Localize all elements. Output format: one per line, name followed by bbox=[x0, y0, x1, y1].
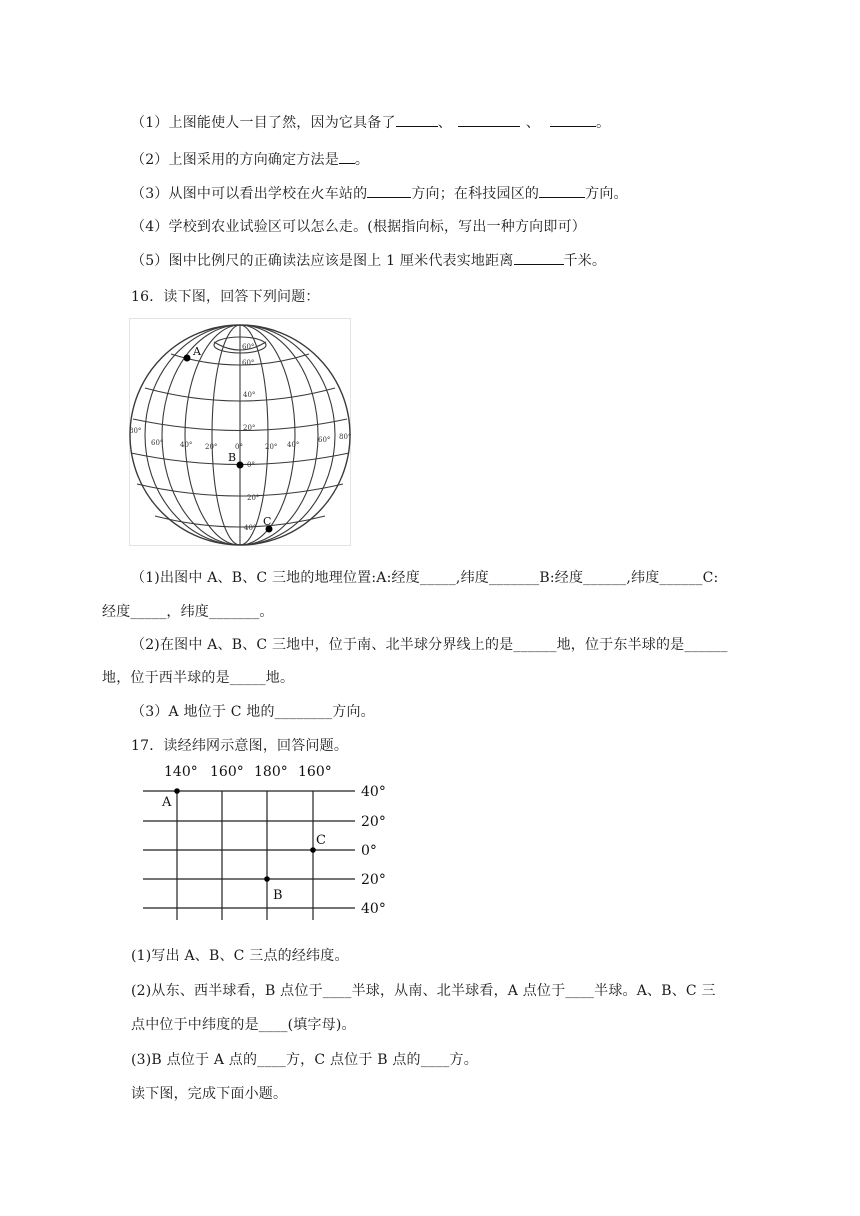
q15-item-3 bbox=[131, 183, 628, 203]
q15-item-2 bbox=[131, 149, 369, 169]
q17-item-2-line2: 点中位于中纬度的是____(填字母)。 bbox=[131, 1017, 356, 1033]
q15-item-5 bbox=[131, 250, 606, 270]
globe-lon-label: 80° bbox=[339, 433, 351, 441]
globe-lon-label: 40° bbox=[287, 441, 300, 449]
globe-lat-label: 20° bbox=[243, 424, 256, 432]
grid-point-a bbox=[174, 788, 180, 794]
grid-lon-label: 160° bbox=[298, 764, 332, 780]
globe-point-c-label: C bbox=[263, 515, 272, 528]
globe-lon-label: 20° bbox=[205, 443, 218, 451]
sentence-end: 。 bbox=[596, 115, 611, 131]
globe-point-a-label: A bbox=[193, 345, 201, 358]
q17-title: 17．读经纬网示意图，回答问题。 bbox=[131, 738, 349, 754]
globe-point-a bbox=[184, 355, 191, 362]
globe-lat-label: 20° bbox=[247, 494, 260, 502]
globe-lat-label: 60° bbox=[242, 343, 255, 351]
lat-lon-grid-figure bbox=[140, 758, 400, 923]
q17-item-2-line1: (2)从东、西半球看，B 点位于____半球，从南、北半球看，A 点位于____半球。A、B、C 三 bbox=[131, 983, 716, 999]
answer-blank[interactable] bbox=[339, 149, 355, 164]
answer-blank[interactable] bbox=[550, 112, 596, 127]
globe-lon-label: 20° bbox=[265, 443, 278, 451]
grid-point-c-label: C bbox=[316, 833, 326, 848]
q15-item-5-text-b: 千米。 bbox=[563, 253, 607, 269]
q16-item-2-line1: （2)在图中 A、B、C 三地中，位于南、北半球分界线上的是______地，位于东半球的是______ bbox=[131, 637, 728, 653]
q15-item-3-text-b: 方向；在科技园区的 bbox=[411, 186, 540, 202]
separator: 、 bbox=[437, 115, 452, 131]
q15-item-1 bbox=[131, 112, 610, 132]
grid-lon-label: 180° bbox=[254, 764, 288, 780]
q15-item-2-text: （2）上图采用的方向确定方法是 bbox=[131, 152, 339, 168]
globe-point-b bbox=[237, 462, 244, 469]
globe-lat-label: 60° bbox=[242, 359, 255, 367]
q16-title: 16．读下图，回答下列问题： bbox=[131, 289, 320, 305]
answer-blank[interactable] bbox=[458, 112, 520, 127]
sentence-end: 。 bbox=[354, 152, 370, 168]
grid-lat-label: 20° bbox=[361, 872, 386, 888]
grid-point-b bbox=[264, 876, 270, 882]
grid-lat-label: 40° bbox=[361, 901, 386, 917]
q16-item-1-line1: （1)出图中 A、B、C 三地的地理位置:A:经度_____,纬度_______B:经度______,纬度______C: bbox=[131, 570, 719, 586]
q15-item-3-text: （3）从图中可以看出学校在火车站的 bbox=[131, 186, 368, 202]
globe-lon-label: 60° bbox=[151, 439, 164, 447]
globe-point-b-label: B bbox=[228, 451, 237, 464]
grid-point-b-label: B bbox=[273, 888, 283, 903]
separator: 、 bbox=[525, 115, 541, 131]
footer-instruction: 读下图，完成下面小题。 bbox=[131, 1086, 288, 1102]
grid-point-a-label: A bbox=[162, 795, 172, 810]
q17-item-1: (1)写出 A、B、C 三点的经纬度。 bbox=[131, 948, 349, 964]
grid-lat-label: 0° bbox=[361, 843, 377, 859]
answer-blank[interactable] bbox=[539, 183, 585, 198]
grid-point-c bbox=[310, 847, 316, 853]
globe-lat-label: 0° bbox=[247, 461, 255, 469]
answer-blank[interactable] bbox=[367, 183, 411, 198]
answer-blank[interactable] bbox=[396, 112, 438, 127]
globe-lon-label: 40° bbox=[180, 441, 193, 449]
globe-lat-label: 40° bbox=[243, 391, 256, 399]
globe-lon-label: 80° bbox=[129, 427, 142, 435]
q16-item-3: （3）A 地位于 C 地的________方向。 bbox=[131, 704, 375, 720]
globe-graticule-figure bbox=[129, 318, 351, 546]
q15-item-5-text: （5）图中比例尺的正确读法应该是图上 1 厘米代表实地距离 bbox=[131, 253, 514, 269]
q15-item-4: （4）学校到农业试验区可以怎么走。(根据指向标，写出一种方向即可） bbox=[131, 219, 586, 235]
grid-lon-label: 160° bbox=[210, 764, 244, 780]
q16-item-1-line2: 经度_____，纬度_______。 bbox=[102, 604, 274, 620]
q17-item-3: (3)B 点位于 A 点的____方，C 点位于 B 点的____方。 bbox=[131, 1052, 478, 1068]
grid-lon-label: 140° bbox=[164, 764, 198, 780]
globe-lat-label: 40° bbox=[244, 524, 257, 532]
q15-item-1-text: （1）上图能使人一目了然，因为它具备了 bbox=[131, 115, 396, 131]
grid-lat-label: 40° bbox=[361, 784, 386, 800]
q16-item-2-line2: 地，位于西半球的是_____地。 bbox=[102, 670, 295, 686]
globe-lon-label: 60° bbox=[318, 436, 331, 444]
grid-lat-label: 20° bbox=[361, 814, 386, 830]
q15-item-3-text-c: 方向。 bbox=[585, 186, 628, 202]
globe-lon-label: 0° bbox=[235, 443, 243, 451]
answer-blank[interactable] bbox=[514, 250, 564, 265]
